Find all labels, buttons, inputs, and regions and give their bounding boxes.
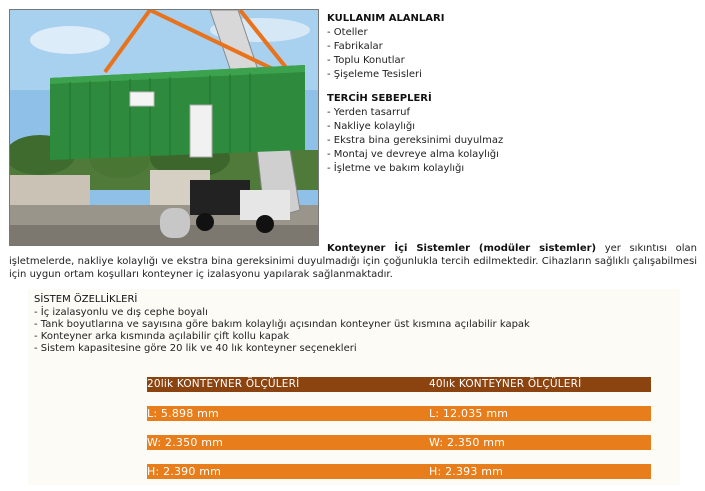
dimensions-header-row <box>147 377 651 392</box>
reasons-list <box>327 106 697 176</box>
system-heading: SİSTEM ÖZELLİKLERİ <box>34 294 138 305</box>
dimension-row-width <box>147 435 651 450</box>
list-item: - Toplu Konutlar <box>327 55 405 66</box>
list-item: - Montaj ve devreye alma kolaylığı <box>327 149 499 160</box>
list-item: - Tank boyutlarına ve sayısına göre bakım kolaylığı açısından konteyner üst kısmına açılabilir kapak <box>34 319 530 330</box>
usage-block <box>327 12 697 82</box>
list-item: - Şişeleme Tesisleri <box>327 69 422 80</box>
height-20ft: H: 2.390 mm <box>147 465 222 478</box>
system-features-section <box>28 289 680 485</box>
paragraph-text: yer sıkıntısı olan işletmelerde, nakliye kolaylığı ve ekstra bina gereksinimi duyulmadığı için çoğunlukla tercih edilmektedir. Cihazların sağlıklı çalışabilmesi için uygun ortam koşulları konteyner iç izalasyonu yapılarak sağlanmaktadır. <box>9 243 697 280</box>
length-40ft: L: 12.035 mm <box>429 407 509 420</box>
list-item: - İç izalasyonlu ve dış cephe boyalı <box>34 307 208 318</box>
length-20ft: L: 5.898 mm <box>147 407 219 420</box>
dimension-row-height <box>147 464 651 479</box>
height-40ft: H: 2.393 mm <box>429 465 504 478</box>
usage-heading: KULLANIM ALANLARI <box>327 13 445 24</box>
list-item: - İşletme ve bakım kolaylığı <box>327 163 465 174</box>
list-item: - Ekstra bina gereksinimi duyulmaz <box>327 135 504 146</box>
container-crane-photo <box>9 9 319 246</box>
list-item: - Sistem kapasitesine göre 20 lik ve 40 lık konteyner seçenekleri <box>34 343 357 354</box>
width-20ft: W: 2.350 mm <box>147 436 224 449</box>
list-item: - Yerden tasarruf <box>327 107 410 118</box>
header-40ft: 40lık KONTEYNER ÖLÇÜLERİ <box>429 378 582 390</box>
dimension-row-length <box>147 406 651 421</box>
list-item: - Nakliye kolaylığı <box>327 121 416 132</box>
header-20ft: 20lik KONTEYNER ÖLÇÜLERİ <box>147 378 300 390</box>
paragraph-bold-lead: Konteyner İçi Sistemler (modüler sistemler) <box>327 243 597 254</box>
width-40ft: W: 2.350 mm <box>429 436 506 449</box>
system-list <box>34 307 530 355</box>
reasons-block <box>327 92 697 176</box>
reasons-heading: TERCİH SEBEPLERİ <box>327 93 432 104</box>
description-paragraph <box>9 242 697 281</box>
side-lists <box>327 12 697 176</box>
list-item: - Oteller <box>327 27 368 38</box>
usage-list <box>327 26 697 82</box>
list-item: - Konteyner arka kısmında açılabilir çift kollu kapak <box>34 331 290 342</box>
list-item: - Fabrikalar <box>327 41 383 52</box>
